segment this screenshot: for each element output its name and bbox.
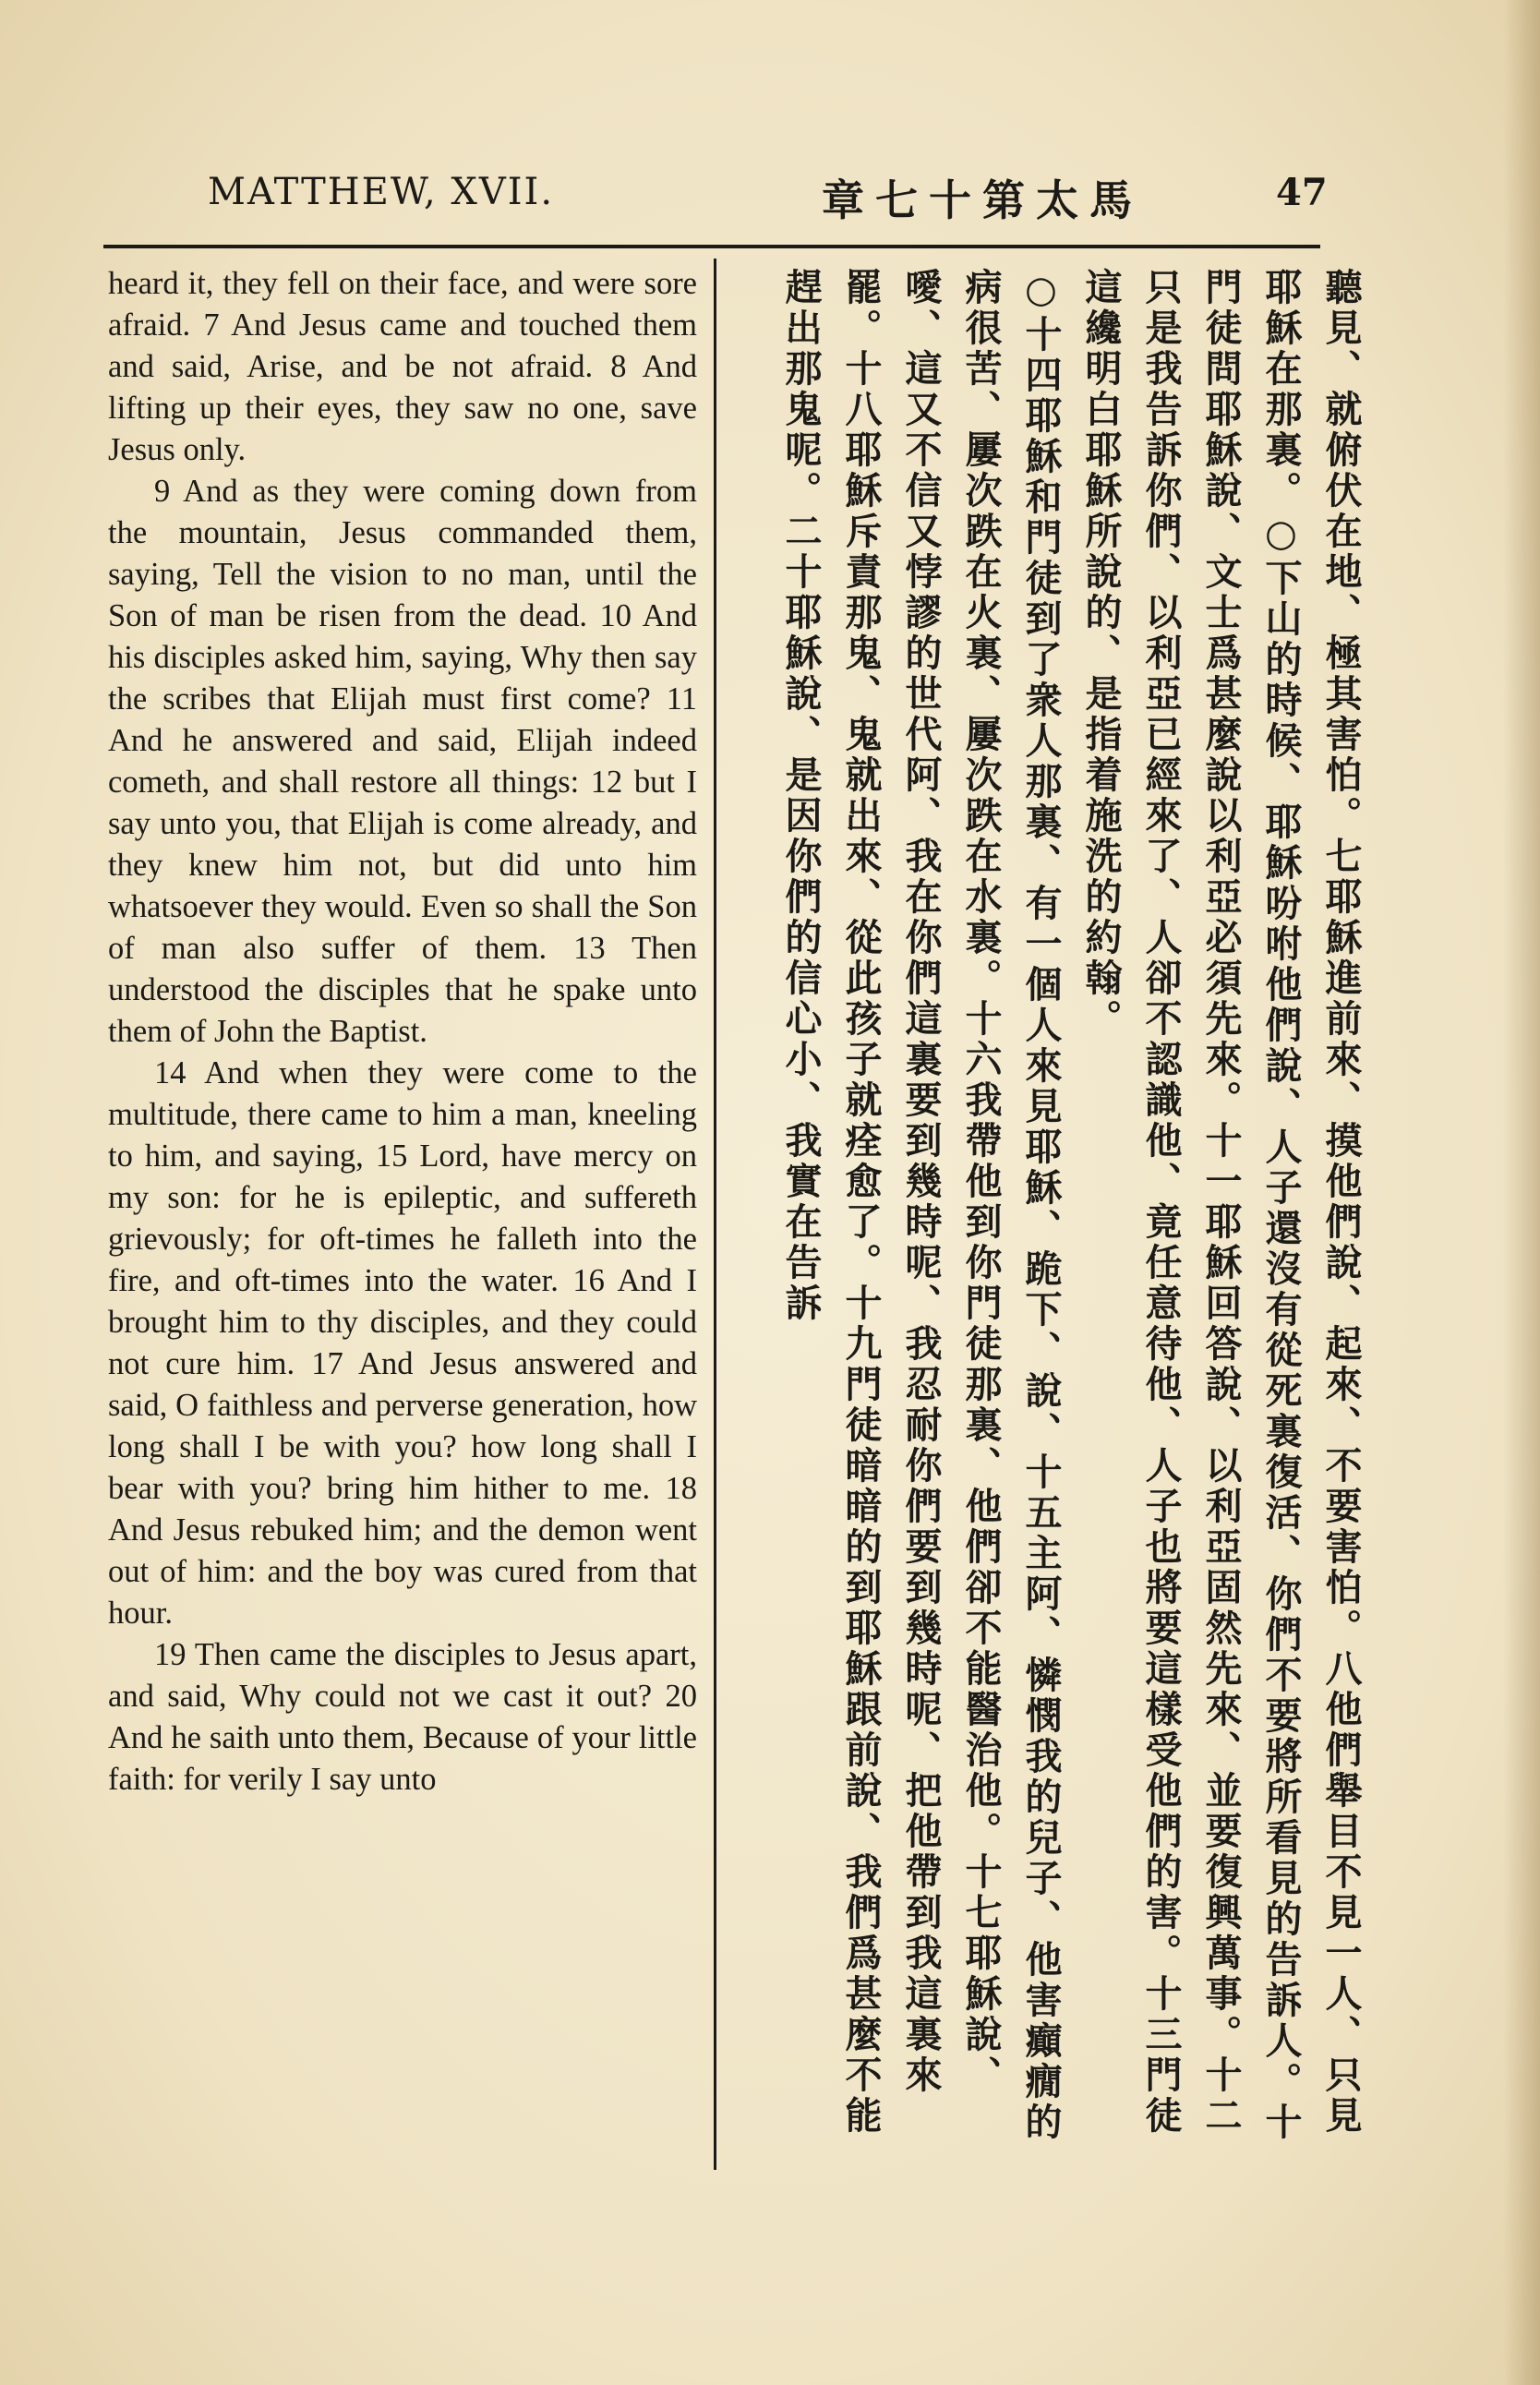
english-column — [108, 263, 697, 1801]
page-edge-shadow — [1503, 0, 1540, 2385]
chinese-paragraph: ○十四耶穌和門徒到了衆人那裏、有一個人來見耶穌、跪下、說、十五主阿、憐憫我的兒子、他害癲癇的病很苦、屢次跌在火裏、屢次跌在水裏。十六我帶他到你門徒那裏、他們卻不能醫治他。十七耶穌說、噯、這又不信又悖謬的世代阿、我在你們這裏要到幾時呢、我忍耐你們要到幾時呢、把他帶到我這裏來罷。十八耶穌斥責那鬼、鬼就出來、從此孩子就痊愈了。十九門徒暗暗的到耶穌跟前說、我們爲甚麼不能趕出那鬼呢。二十耶穌說、是因你們的信心小、我實在告訴 — [779, 268, 1063, 2143]
running-title: MATTHEW, XVII. — [208, 171, 555, 213]
header-rule — [103, 245, 1320, 248]
english-paragraph: 14 And when they were come to the multitude, there came to him a man, kneeling to him, and saying, 15 Lord, have mercy on my son: for he is epileptic, and suffereth grievously; for oft-times he falleth into the fire, and oft-times into the water. 16 And I brought him to thy disciples, and they could not cure him. 17 And Jesus answered and said, O faithless and perverse generation, how long shall I be with you? how long shall I bear with you? bring him hither to me. 18 And Jesus rebuked him; and the demon went out of him: and the boy was cured from that hour. — [108, 1055, 697, 1631]
page-header — [0, 171, 1540, 226]
english-paragraph: 19 Then came the disciples to Jesus apart, and said, Why could not we cast it out? 20 And he saith unto them, Because of your little faith: for verily I say unto — [108, 1637, 697, 1797]
english-paragraph: heard it, they fell on their face, and were sore afraid. 7 And Jesus came and touched them and said, Arise, and be not afraid. 8 And lifting up their eyes, they saw no one, save Jesus only. — [108, 266, 697, 467]
page-number: 47 — [1276, 171, 1328, 214]
running-title-chinese: 章七十第太馬 — [822, 175, 1143, 225]
chinese-column — [729, 268, 1371, 2170]
column-divider — [714, 259, 716, 2170]
english-paragraph: 9 And as they were coming down from the mountain, Jesus commanded them, saying, Tell the vision to no man, until the Son of man be risen from the dead. 10 And his disciples asked him, saying, Why then say the scribes that Elijah must first come? 11 And he answered and said, Elijah indeed cometh, and shall restore all things: 12 but I say unto you, that Elijah is come already, and they knew him not, but did unto him whatsoever they would. Even so shall the Son of man also suffer of them. 13 Then understood the disciples that he spake unto them of John the Baptist. — [108, 474, 697, 1049]
chinese-paragraph: 聽見、就俯伏在地、極其害怕。七耶穌進前來、摸他們說、起來、不要害怕。八他們舉目不見一人、只見耶穌在那裏。○下山的時候、耶穌吩咐他們說、人子還沒有從死裏復活、你們不要將所看見的告訴人。十門徒問耶穌說、文士爲甚麼說以利亞必須先來。十一耶穌回答說、以利亞固然先來、並要復興萬事。十二只是我告訴你們、以利亞已經來了、人卻不認識他、竟任意待他、人子也將要這樣受他們的害。十三門徒這纔明白耶穌所說的、是指着施洗的約翰。 — [1079, 268, 1363, 2143]
